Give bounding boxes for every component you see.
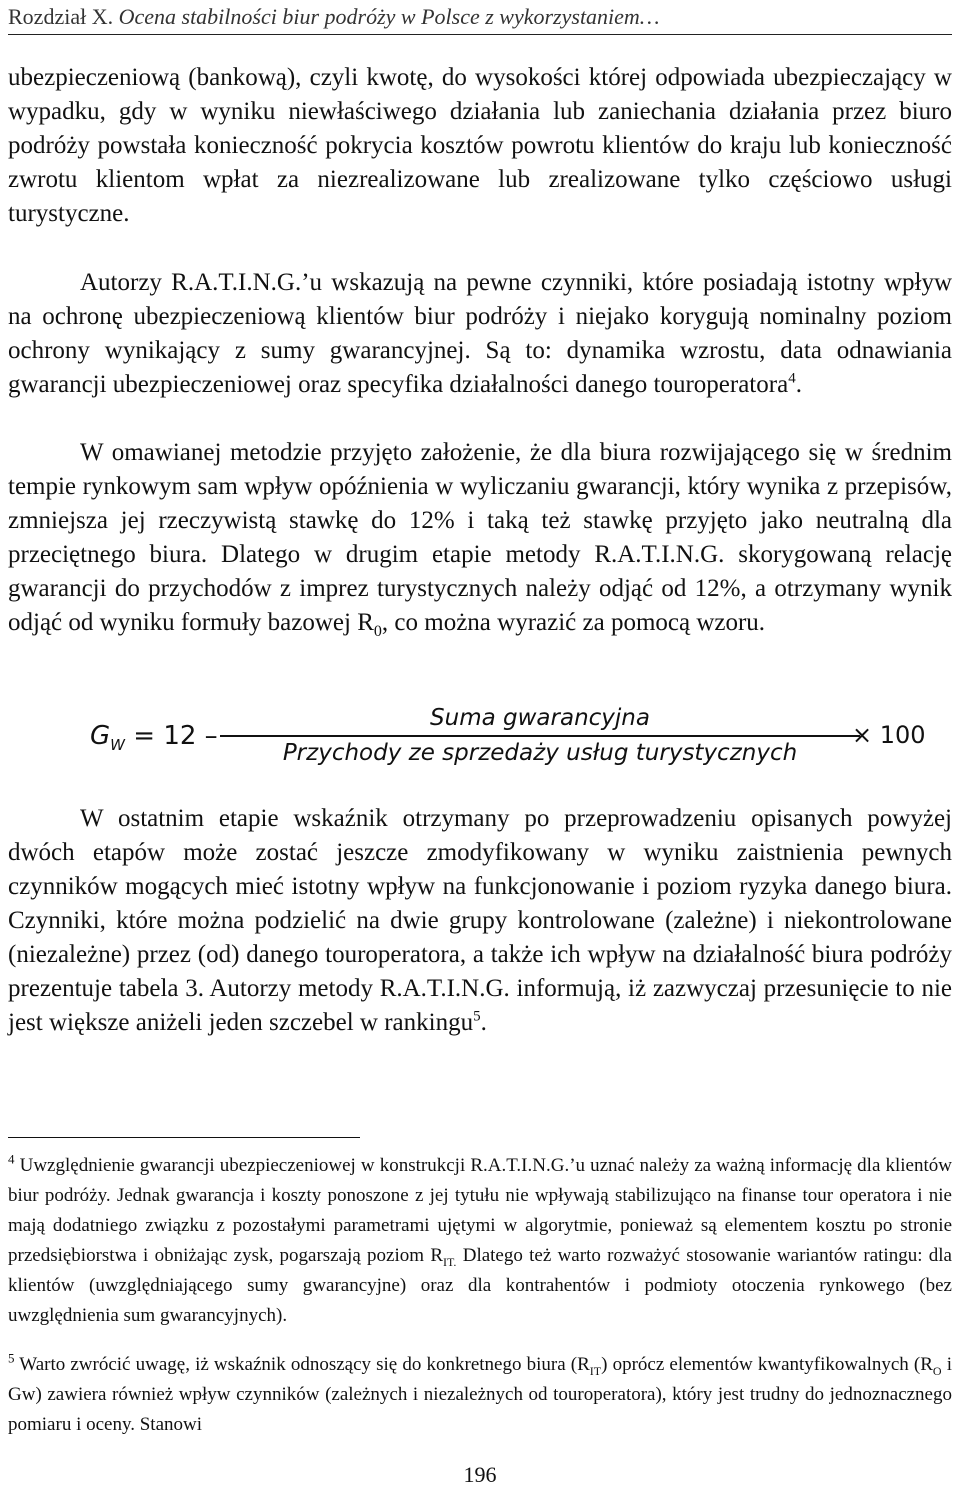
footnote-5-text-b: ) oprócz elementów kwantyfikowalnych (R [601, 1354, 933, 1375]
page-number: 196 [463, 1462, 497, 1487]
paragraph-rating-factors-text: Autorzy R.A.T.I.N.G.’u wskazują na pewne czynniki, które posiadają istotny wpływ na ochronę ubezpieczeniową klientów biur podróży i niejako korygują nominalny poziom ochrony wynikający z sumy gwarancyjnej. Są to: dynamika wzrostu, data odnawiania gwarancji ubezpieczeniowej oraz specyfika działalności danego touroperatora [8, 269, 952, 398]
paragraph-method-assumption-text: W omawianej metodzie przyjęto założenie, że dla biura rozwijającego się w średnim tempie rynkowym sam wpływ opóźnienia w wyliczaniu gwarancji, który wynika z przepisów, zmniejsza jej rzeczywistą stawkę do 12% i taką też stawkę przyjęto jako neutralną dla przeciętnego biura. Dlatego w drugim etapie metody R.A.T.I.N.G. skorygowaną relację gwarancji do przychodów z imprez turystycznych należy odjąć od 12%, a otrzymany wynik odjąć od wyniku formuły bazowej R [8, 439, 952, 636]
formula-lhs [90, 721, 218, 755]
formula-symbol: G [90, 721, 111, 751]
formula-numerator: Suma gwarancyjna [430, 705, 650, 731]
chapter-title: Ocena stabilności biur podróży w Polsce z wykorzystaniem… [118, 4, 660, 29]
running-header [8, 2, 952, 35]
footnote-5-text-a: Warto zwrócić uwagę, iż wskaźnik odnoszący się do konkretnego biura (R [14, 1354, 590, 1375]
formula-multiplier: × 100 [852, 721, 926, 749]
footnote-4-text-a: Uwzględnienie gwarancji ubezpieczeniowej w konstrukcji R.A.T.I.N.G.’u uznać należy za ważną informację dla klientów biur podróży. Jednak gwarancja i koszty ponoszone z jej tytułu nie wpływają stabilizująco na finanse tour operatora i nie mają dodatniego związku z pozostałymi parametrami ujętymi w algorytmie, ponieważ są elementem kosztu po stronie przedsiębiorstwa i obniżając zysk, pogarszają poziom R [8, 1155, 952, 1266]
paragraph-final-stage-end: . [480, 1009, 487, 1036]
footnote-5-subscript-a: IT [589, 1363, 602, 1378]
gw-formula [90, 703, 926, 767]
footnote-5-number: 5 [8, 1350, 15, 1366]
paragraph-method-assumption-end: , co można wyrazić za pomocą wzoru. [381, 609, 766, 636]
paragraph-guarantee-definition: ubezpieczeniową (bankową), czyli kwotę, do wysokości której odpowiada ubezpieczający w wypadku, gdy w wyniku niewłaściwego działania lub zaniechania działania przez biuro podróży powstała konieczność pokrycia kosztów powrotu klientów do kraju lub konieczność zwrotu klientom wpłat za niezrealizowane lub zrealizowane tylko częściowo usługi turystyczne. [8, 64, 952, 227]
formula-fraction [220, 703, 860, 767]
footnote-4 [8, 1151, 952, 1331]
formula-denominator: Przychody ze sprzedaży usług turystycznych [282, 740, 798, 766]
chapter-label: Rozdział X. [8, 4, 114, 29]
paragraph-rating-factors [8, 266, 952, 402]
paragraph-method-assumption [8, 436, 952, 640]
footnote-ref-5: 5 [473, 1008, 481, 1025]
formula-symbol-subscript: W [110, 736, 125, 755]
fraction-bar [220, 735, 860, 737]
paragraph-final-stage [8, 802, 952, 1040]
paragraph-rating-factors-end: . [795, 371, 802, 398]
footnote-5 [8, 1350, 952, 1440]
footnote-ref-4: 4 [788, 370, 796, 387]
footnote-divider [8, 1137, 360, 1138]
footnote-4-number: 4 [8, 1151, 15, 1167]
footnote-4-text-b: Dlatego też warto rozważyć stosowanie wariantów ratingu: dla klientów (uwzględniającego sumy gwarancyjne) oraz dla kontrahentów i podmioty otoczenia rynkowego (bez uwzględnienia sum gwarancyjnych). [8, 1245, 952, 1326]
footnote-5-text-c: i Gw) zawiera również wpływ czynników (zależnych i niezależnych od touroperatora), który jest trudny do jednoznacznego pomiaru i oceny. Stanowi [8, 1354, 953, 1435]
r0-subscript: 0 [373, 623, 382, 640]
paragraph-final-stage-text: W ostatnim etapie wskaźnik otrzymany po przeprowadzeniu opisanych powyżej dwóch etapów może zostać jeszcze zmodyfikowany w wyniku zaistnienia pewnych czynników mogących mieć istotny wpływ na funkcjonowanie i poziom ryzyka danego biura. Czynniki, które można podzielić na dwie grupy kontrolowane (zależne) i niekontrolowane (niezależne) przez (od) danego touroperatora, a także ich wpływ na działalność biura podróży prezentuje tabela 3. Autorzy metody R.A.T.I.N.G. informują, iż zazwyczaj przesunięcie to nie jest większe aniżeli jeden szczebel w rankingu [8, 805, 952, 1036]
footnote-4-subscript: IT. [443, 1254, 457, 1269]
footnote-5-subscript-b: O [932, 1363, 942, 1378]
formula-equals-12: = 12 – [125, 721, 218, 751]
